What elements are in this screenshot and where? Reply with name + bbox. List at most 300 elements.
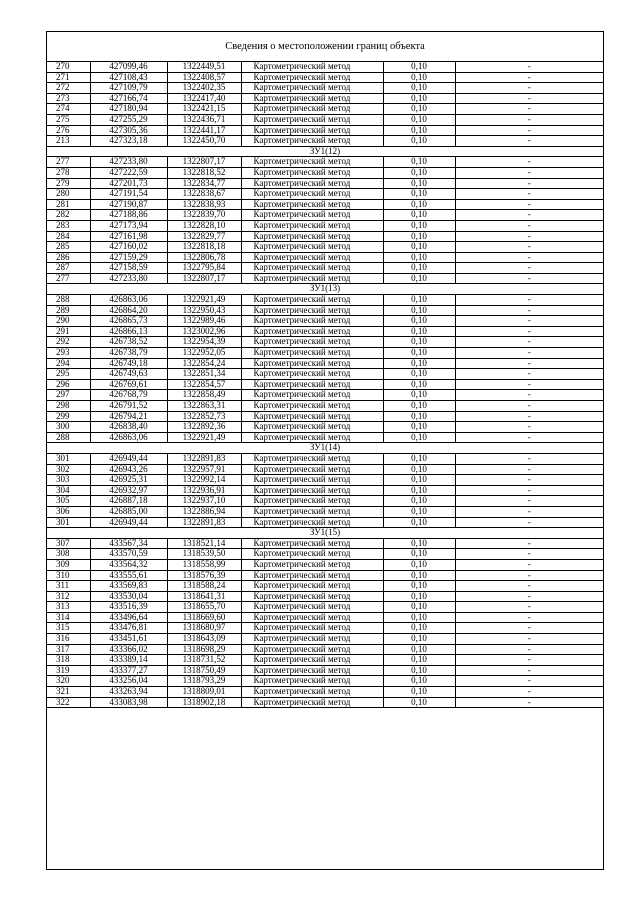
accuracy-cell: 0,10: [383, 623, 455, 634]
accuracy-cell: 0,10: [383, 581, 455, 592]
y-coordinate-cell: 1322807,17: [167, 273, 241, 284]
y-coordinate-cell: 1318588,24: [167, 581, 241, 592]
method-cell: Картометрический метод: [241, 570, 383, 581]
section-label: ЗУ1(12): [47, 146, 603, 157]
point-number-cell: 274: [47, 104, 90, 115]
boundary-table: [47, 62, 603, 708]
point-number-cell: 305: [47, 496, 90, 507]
note-cell: -: [455, 358, 603, 369]
table-row: [47, 189, 603, 200]
accuracy-cell: 0,10: [383, 485, 455, 496]
y-coordinate-cell: 1322807,17: [167, 157, 241, 168]
y-coordinate-cell: 1322989,46: [167, 316, 241, 327]
point-number-cell: 278: [47, 167, 90, 178]
note-cell: -: [455, 538, 603, 549]
note-cell: -: [455, 496, 603, 507]
point-number-cell: 314: [47, 612, 90, 623]
point-number-cell: 288: [47, 432, 90, 443]
note-cell: -: [455, 401, 603, 412]
point-number-cell: 313: [47, 602, 90, 613]
table-row: [47, 369, 603, 380]
method-cell: Картометрический метод: [241, 655, 383, 666]
x-coordinate-cell: 426838,40: [90, 422, 167, 433]
y-coordinate-cell: 1322937,10: [167, 496, 241, 507]
note-cell: -: [455, 390, 603, 401]
accuracy-cell: 0,10: [383, 559, 455, 570]
note-cell: -: [455, 252, 603, 263]
accuracy-cell: 0,10: [383, 369, 455, 380]
method-cell: Картометрический метод: [241, 337, 383, 348]
point-number-cell: 300: [47, 422, 90, 433]
x-coordinate-cell: 427255,29: [90, 114, 167, 125]
point-number-cell: 311: [47, 581, 90, 592]
note-cell: -: [455, 591, 603, 602]
method-cell: Картометрический метод: [241, 199, 383, 210]
point-number-cell: 280: [47, 189, 90, 200]
method-cell: Картометрический метод: [241, 581, 383, 592]
accuracy-cell: 0,10: [383, 676, 455, 687]
x-coordinate-cell: 426949,44: [90, 453, 167, 464]
method-cell: Картометрический метод: [241, 549, 383, 560]
accuracy-cell: 0,10: [383, 697, 455, 708]
method-cell: Картометрический метод: [241, 401, 383, 412]
table-row: [47, 517, 603, 528]
x-coordinate-cell: 427158,59: [90, 263, 167, 274]
accuracy-cell: 0,10: [383, 591, 455, 602]
table-row: [47, 676, 603, 687]
x-coordinate-cell: 427166,74: [90, 93, 167, 104]
accuracy-cell: 0,10: [383, 665, 455, 676]
accuracy-cell: 0,10: [383, 199, 455, 210]
method-cell: Картометрический метод: [241, 93, 383, 104]
note-cell: -: [455, 199, 603, 210]
y-coordinate-cell: 1318698,29: [167, 644, 241, 655]
method-cell: Картометрический метод: [241, 136, 383, 147]
y-coordinate-cell: 1318655,70: [167, 602, 241, 613]
method-cell: Картометрический метод: [241, 104, 383, 115]
accuracy-cell: 0,10: [383, 178, 455, 189]
table-row: [47, 72, 603, 83]
x-coordinate-cell: 426864,20: [90, 305, 167, 316]
table-row: [47, 581, 603, 592]
y-coordinate-cell: 1322863,31: [167, 401, 241, 412]
accuracy-cell: 0,10: [383, 242, 455, 253]
method-cell: Картометрический метод: [241, 62, 383, 72]
table-row: [47, 348, 603, 359]
accuracy-cell: 0,10: [383, 496, 455, 507]
table-row: [47, 485, 603, 496]
note-cell: -: [455, 125, 603, 136]
accuracy-cell: 0,10: [383, 464, 455, 475]
method-cell: Картометрический метод: [241, 496, 383, 507]
table-row: [47, 612, 603, 623]
section-label: ЗУ1(13): [47, 284, 603, 295]
method-cell: Картометрический метод: [241, 538, 383, 549]
accuracy-cell: 0,10: [383, 72, 455, 83]
note-cell: -: [455, 231, 603, 242]
y-coordinate-cell: 1322417,40: [167, 93, 241, 104]
y-coordinate-cell: 1318641,31: [167, 591, 241, 602]
x-coordinate-cell: 427099,46: [90, 62, 167, 72]
note-cell: -: [455, 242, 603, 253]
x-coordinate-cell: 426865,73: [90, 316, 167, 327]
point-number-cell: 292: [47, 337, 90, 348]
method-cell: Картометрический метод: [241, 114, 383, 125]
y-coordinate-cell: 1322828,10: [167, 220, 241, 231]
method-cell: Картометрический метод: [241, 348, 383, 359]
x-coordinate-cell: 427233,80: [90, 273, 167, 284]
accuracy-cell: 0,10: [383, 538, 455, 549]
note-cell: -: [455, 210, 603, 221]
method-cell: Картометрический метод: [241, 559, 383, 570]
table-row: [47, 570, 603, 581]
method-cell: Картометрический метод: [241, 189, 383, 200]
x-coordinate-cell: 427160,02: [90, 242, 167, 253]
note-cell: -: [455, 559, 603, 570]
accuracy-cell: 0,10: [383, 390, 455, 401]
accuracy-cell: 0,10: [383, 475, 455, 486]
table-row: [47, 697, 603, 708]
method-cell: Картометрический метод: [241, 316, 383, 327]
document-title: Сведения о местоположении границ объекта: [47, 32, 603, 62]
note-cell: -: [455, 83, 603, 94]
point-number-cell: 308: [47, 549, 90, 560]
y-coordinate-cell: 1322818,52: [167, 167, 241, 178]
x-coordinate-cell: 433256,04: [90, 676, 167, 687]
document-sheet: [46, 31, 604, 870]
accuracy-cell: 0,10: [383, 453, 455, 464]
point-number-cell: 294: [47, 358, 90, 369]
note-cell: -: [455, 178, 603, 189]
method-cell: Картометрический метод: [241, 358, 383, 369]
method-cell: Картометрический метод: [241, 231, 383, 242]
method-cell: Картометрический метод: [241, 220, 383, 231]
x-coordinate-cell: 433366,02: [90, 644, 167, 655]
note-cell: -: [455, 634, 603, 645]
accuracy-cell: 0,10: [383, 326, 455, 337]
method-cell: Картометрический метод: [241, 369, 383, 380]
accuracy-cell: 0,10: [383, 432, 455, 443]
table-row: [47, 475, 603, 486]
accuracy-cell: 0,10: [383, 337, 455, 348]
method-cell: Картометрический метод: [241, 422, 383, 433]
point-number-cell: 298: [47, 401, 90, 412]
x-coordinate-cell: 427180,94: [90, 104, 167, 115]
point-number-cell: 309: [47, 559, 90, 570]
point-number-cell: 270: [47, 62, 90, 72]
x-coordinate-cell: 433569,83: [90, 581, 167, 592]
note-cell: -: [455, 157, 603, 168]
accuracy-cell: 0,10: [383, 570, 455, 581]
note-cell: -: [455, 295, 603, 306]
x-coordinate-cell: 426791,52: [90, 401, 167, 412]
y-coordinate-cell: 1322952,05: [167, 348, 241, 359]
x-coordinate-cell: 433516,39: [90, 602, 167, 613]
accuracy-cell: 0,10: [383, 189, 455, 200]
accuracy-cell: 0,10: [383, 62, 455, 72]
y-coordinate-cell: 1322891,83: [167, 517, 241, 528]
note-cell: -: [455, 337, 603, 348]
point-number-cell: 291: [47, 326, 90, 337]
table-row: [47, 157, 603, 168]
method-cell: Картометрический метод: [241, 697, 383, 708]
method-cell: Картометрический метод: [241, 242, 383, 253]
accuracy-cell: 0,10: [383, 602, 455, 613]
table-row: [47, 104, 603, 115]
point-number-cell: 283: [47, 220, 90, 231]
table-row: [47, 136, 603, 147]
accuracy-cell: 0,10: [383, 114, 455, 125]
accuracy-cell: 0,10: [383, 655, 455, 666]
y-coordinate-cell: 1322957,91: [167, 464, 241, 475]
point-number-cell: 293: [47, 348, 90, 359]
table-row: [47, 242, 603, 253]
note-cell: -: [455, 72, 603, 83]
table-row: [47, 178, 603, 189]
table-row: [47, 634, 603, 645]
x-coordinate-cell: 433570,59: [90, 549, 167, 560]
x-coordinate-cell: 433496,64: [90, 612, 167, 623]
note-cell: -: [455, 687, 603, 698]
method-cell: Картометрический метод: [241, 411, 383, 422]
method-cell: Картометрический метод: [241, 687, 383, 698]
point-number-cell: 284: [47, 231, 90, 242]
x-coordinate-cell: 433564,32: [90, 559, 167, 570]
x-coordinate-cell: 427222,59: [90, 167, 167, 178]
table-row: [47, 390, 603, 401]
y-coordinate-cell: 1322795,84: [167, 263, 241, 274]
point-number-cell: 319: [47, 665, 90, 676]
table-row: [47, 687, 603, 698]
note-cell: -: [455, 485, 603, 496]
x-coordinate-cell: 426863,06: [90, 432, 167, 443]
table-row: [47, 623, 603, 634]
x-coordinate-cell: 426738,79: [90, 348, 167, 359]
accuracy-cell: 0,10: [383, 295, 455, 306]
y-coordinate-cell: 1318793,29: [167, 676, 241, 687]
y-coordinate-cell: 1322921,49: [167, 295, 241, 306]
accuracy-cell: 0,10: [383, 263, 455, 274]
point-number-cell: 277: [47, 157, 90, 168]
note-cell: -: [455, 655, 603, 666]
note-cell: -: [455, 475, 603, 486]
point-number-cell: 271: [47, 72, 90, 83]
note-cell: -: [455, 517, 603, 528]
method-cell: Картометрический метод: [241, 178, 383, 189]
method-cell: Картометрический метод: [241, 210, 383, 221]
method-cell: Картометрический метод: [241, 263, 383, 274]
method-cell: Картометрический метод: [241, 453, 383, 464]
x-coordinate-cell: 426925,31: [90, 475, 167, 486]
y-coordinate-cell: 1322992,14: [167, 475, 241, 486]
table-row: [47, 114, 603, 125]
note-cell: -: [455, 612, 603, 623]
note-cell: -: [455, 432, 603, 443]
y-coordinate-cell: 1323002,96: [167, 326, 241, 337]
accuracy-cell: 0,10: [383, 612, 455, 623]
point-number-cell: 316: [47, 634, 90, 645]
y-coordinate-cell: 1322436,71: [167, 114, 241, 125]
table-row: [47, 655, 603, 666]
y-coordinate-cell: 1318902,18: [167, 697, 241, 708]
note-cell: -: [455, 644, 603, 655]
x-coordinate-cell: 433555,61: [90, 570, 167, 581]
y-coordinate-cell: 1322829,77: [167, 231, 241, 242]
x-coordinate-cell: 433377,27: [90, 665, 167, 676]
method-cell: Картометрический метод: [241, 506, 383, 517]
x-coordinate-cell: 426749,63: [90, 369, 167, 380]
table-row: [47, 549, 603, 560]
point-number-cell: 302: [47, 464, 90, 475]
table-row: [47, 591, 603, 602]
y-coordinate-cell: 1322950,43: [167, 305, 241, 316]
method-cell: Картометрический метод: [241, 676, 383, 687]
point-number-cell: 322: [47, 697, 90, 708]
x-coordinate-cell: 427305,36: [90, 125, 167, 136]
y-coordinate-cell: 1322834,77: [167, 178, 241, 189]
y-coordinate-cell: 1322838,67: [167, 189, 241, 200]
point-number-cell: 286: [47, 252, 90, 263]
method-cell: Картометрический метод: [241, 464, 383, 475]
note-cell: -: [455, 602, 603, 613]
y-coordinate-cell: 1318558,99: [167, 559, 241, 570]
point-number-cell: 296: [47, 379, 90, 390]
y-coordinate-cell: 1322408,57: [167, 72, 241, 83]
table-row: [47, 167, 603, 178]
y-coordinate-cell: 1322806,78: [167, 252, 241, 263]
x-coordinate-cell: 427109,79: [90, 83, 167, 94]
table-row: [47, 252, 603, 263]
note-cell: -: [455, 189, 603, 200]
accuracy-cell: 0,10: [383, 517, 455, 528]
x-coordinate-cell: 433451,61: [90, 634, 167, 645]
y-coordinate-cell: 1322886,94: [167, 506, 241, 517]
x-coordinate-cell: 427323,18: [90, 136, 167, 147]
point-number-cell: 213: [47, 136, 90, 147]
method-cell: Картометрический метод: [241, 602, 383, 613]
x-coordinate-cell: 433389,14: [90, 655, 167, 666]
note-cell: -: [455, 422, 603, 433]
section-row: [47, 284, 603, 295]
accuracy-cell: 0,10: [383, 83, 455, 94]
y-coordinate-cell: 1318539,50: [167, 549, 241, 560]
point-number-cell: 301: [47, 517, 90, 528]
accuracy-cell: 0,10: [383, 210, 455, 221]
accuracy-cell: 0,10: [383, 634, 455, 645]
point-number-cell: 317: [47, 644, 90, 655]
table-row: [47, 644, 603, 655]
method-cell: Картометрический метод: [241, 326, 383, 337]
table-row: [47, 220, 603, 231]
point-number-cell: 282: [47, 210, 90, 221]
point-number-cell: 307: [47, 538, 90, 549]
accuracy-cell: 0,10: [383, 157, 455, 168]
x-coordinate-cell: 427188,86: [90, 210, 167, 221]
point-number-cell: 290: [47, 316, 90, 327]
note-cell: -: [455, 104, 603, 115]
point-number-cell: 295: [47, 369, 90, 380]
point-number-cell: 304: [47, 485, 90, 496]
note-cell: -: [455, 665, 603, 676]
table-row: [47, 273, 603, 284]
method-cell: Картометрический метод: [241, 634, 383, 645]
x-coordinate-cell: 427233,80: [90, 157, 167, 168]
note-cell: -: [455, 167, 603, 178]
accuracy-cell: 0,10: [383, 379, 455, 390]
x-coordinate-cell: 427159,29: [90, 252, 167, 263]
note-cell: -: [455, 273, 603, 284]
method-cell: Картометрический метод: [241, 379, 383, 390]
point-number-cell: 320: [47, 676, 90, 687]
section-label: ЗУ1(15): [47, 528, 603, 539]
accuracy-cell: 0,10: [383, 348, 455, 359]
x-coordinate-cell: 427191,54: [90, 189, 167, 200]
note-cell: -: [455, 316, 603, 327]
x-coordinate-cell: 426887,18: [90, 496, 167, 507]
x-coordinate-cell: 427190,87: [90, 199, 167, 210]
note-cell: -: [455, 506, 603, 517]
x-coordinate-cell: 427201,73: [90, 178, 167, 189]
section-label: ЗУ1(14): [47, 443, 603, 454]
method-cell: Картометрический метод: [241, 475, 383, 486]
y-coordinate-cell: 1322450,70: [167, 136, 241, 147]
table-row: [47, 464, 603, 475]
y-coordinate-cell: 1322449,51: [167, 62, 241, 72]
accuracy-cell: 0,10: [383, 136, 455, 147]
note-cell: -: [455, 326, 603, 337]
method-cell: Картометрический метод: [241, 273, 383, 284]
accuracy-cell: 0,10: [383, 305, 455, 316]
table-row: [47, 358, 603, 369]
method-cell: Картометрический метод: [241, 644, 383, 655]
point-number-cell: 310: [47, 570, 90, 581]
y-coordinate-cell: 1318643,09: [167, 634, 241, 645]
note-cell: -: [455, 549, 603, 560]
y-coordinate-cell: 1322936,91: [167, 485, 241, 496]
point-number-cell: 303: [47, 475, 90, 486]
table-row: [47, 125, 603, 136]
accuracy-cell: 0,10: [383, 422, 455, 433]
section-row: [47, 528, 603, 539]
y-coordinate-cell: 1322921,49: [167, 432, 241, 443]
note-cell: -: [455, 379, 603, 390]
point-number-cell: 273: [47, 93, 90, 104]
table-row: [47, 83, 603, 94]
x-coordinate-cell: 426794,21: [90, 411, 167, 422]
table-row: [47, 411, 603, 422]
accuracy-cell: 0,10: [383, 401, 455, 412]
accuracy-cell: 0,10: [383, 104, 455, 115]
note-cell: -: [455, 348, 603, 359]
point-number-cell: 285: [47, 242, 90, 253]
x-coordinate-cell: 426866,13: [90, 326, 167, 337]
note-cell: -: [455, 411, 603, 422]
note-cell: -: [455, 220, 603, 231]
point-number-cell: 279: [47, 178, 90, 189]
table-row: [47, 316, 603, 327]
point-number-cell: 272: [47, 83, 90, 94]
point-number-cell: 306: [47, 506, 90, 517]
point-number-cell: 321: [47, 687, 90, 698]
x-coordinate-cell: 427108,43: [90, 72, 167, 83]
x-coordinate-cell: 426738,52: [90, 337, 167, 348]
table-row: [47, 263, 603, 274]
y-coordinate-cell: 1322891,83: [167, 453, 241, 464]
y-coordinate-cell: 1322851,34: [167, 369, 241, 380]
table-row: [47, 305, 603, 316]
accuracy-cell: 0,10: [383, 358, 455, 369]
note-cell: -: [455, 369, 603, 380]
